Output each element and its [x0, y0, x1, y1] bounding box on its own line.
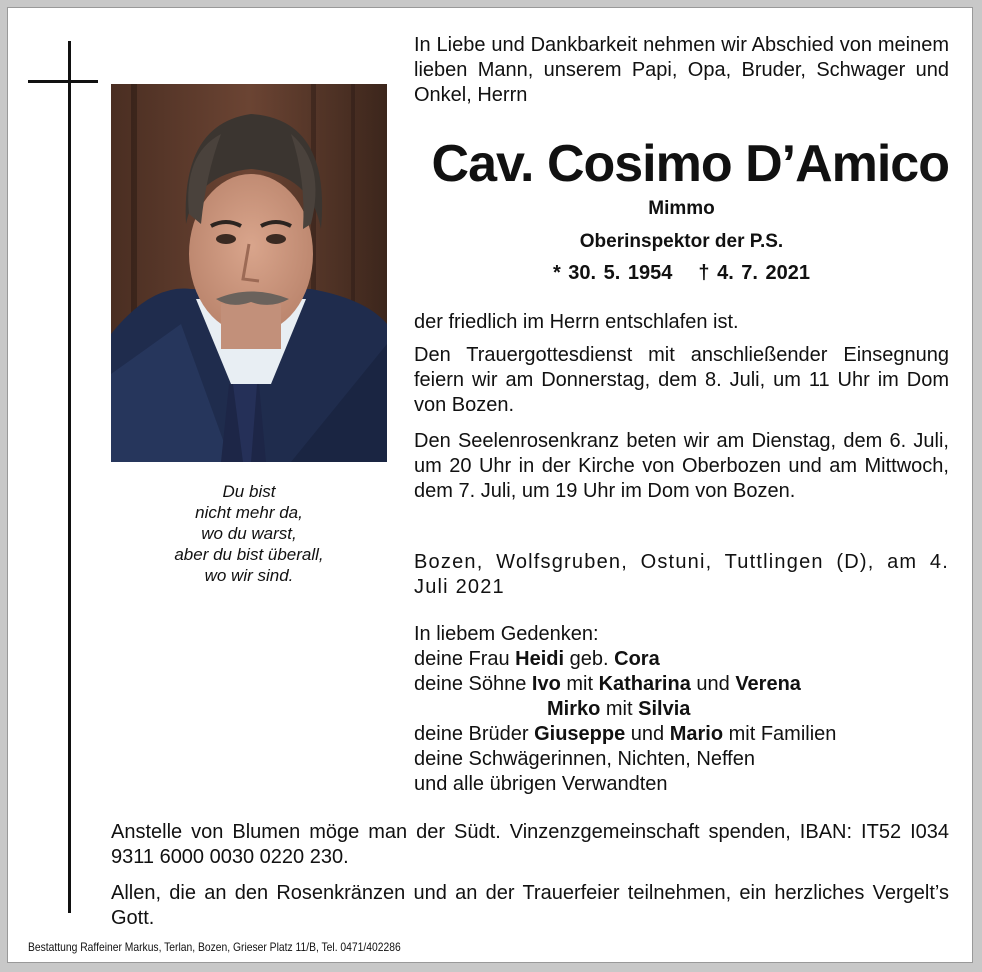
mourner-line-sons: deine Söhne Ivo mit Katharina und Verena — [414, 673, 801, 695]
obituary-notice — [7, 7, 973, 963]
nickname: Mimmo — [648, 198, 715, 219]
donation-note: Anstelle von Blumen möge man der Südt. Vinzenzgemeinschaft spenden, IBAN: IT52 I034 9311 6000 0030 0220 230. — [111, 821, 949, 868]
cross-icon-vertical — [68, 41, 71, 913]
mourners-list — [414, 622, 949, 797]
intro-text: In Liebe und Dankbarkeit nehmen wir Abschied von meinem lieben Mann, unserem Papi, Opa, Bruder, Schwager und Onkel, Herrn — [414, 34, 949, 106]
cross-icon-horizontal — [28, 80, 98, 83]
poem-line: aber du bist überall, — [174, 545, 324, 564]
paragraph-passed: der friedlich im Herrn entschlafen ist. — [414, 311, 739, 333]
portrait-photo — [111, 84, 387, 462]
mourner-line-son2: Mirko mit Silvia — [547, 698, 691, 720]
poem — [111, 481, 387, 586]
life-dates — [414, 262, 949, 285]
death-date: † 4. 7. 2021 — [698, 262, 811, 284]
mourner-line-brothers: deine Brüder Giuseppe und Mario mit Familien — [414, 723, 837, 745]
paragraph-rosary: Den Seelenrosenkranz beten wir am Dienstag, dem 6. Juli, um 20 Uhr in der Kirche von Oberbozen und am Mittwoch, dem 7. Juli, um 19 Uhr im Dom von Bozen. — [414, 430, 949, 502]
job-title: Oberinspektor der P.S. — [579, 231, 784, 252]
poem-line: wo wir sind. — [204, 566, 294, 585]
thanks-note: Allen, die an den Rosenkränzen und an der Trauerfeier teilnehmen, ein herzliches Vergelt’s Gott. — [111, 882, 949, 929]
birth-date: * 30. 5. 1954 — [552, 262, 673, 284]
deceased-name: Cav. Cosimo D’Amico — [431, 135, 949, 193]
poem-line: Du bist — [222, 482, 276, 501]
mourners-heading: In liebem Gedenken: — [414, 623, 599, 645]
poem-line: nicht mehr da, — [195, 503, 303, 522]
place-and-date: Bozen, Wolfsgruben, Ostuni, Tuttlingen (D), am 4. Juli 2021 — [414, 551, 949, 598]
mourner-line-wife: deine Frau Heidi geb. Cora — [414, 648, 660, 670]
mourner-line-relatives: und alle übrigen Verwandten — [414, 773, 668, 795]
paragraph-funeral-mass: Den Trauergottesdienst mit anschließender Einsegnung feiern wir am Donnerstag, dem 8. Juli, um 11 Uhr im Dom von Bozen. — [414, 344, 949, 416]
mourner-line-inlaws: deine Schwägerinnen, Nichten, Neffen — [414, 748, 755, 770]
poem-line: wo du warst, — [201, 524, 297, 543]
funeral-home-footer: Bestattung Raffeiner Markus, Terlan, Bozen, Grieser Platz 11/B, Tel. 0471/402286 — [28, 940, 401, 954]
